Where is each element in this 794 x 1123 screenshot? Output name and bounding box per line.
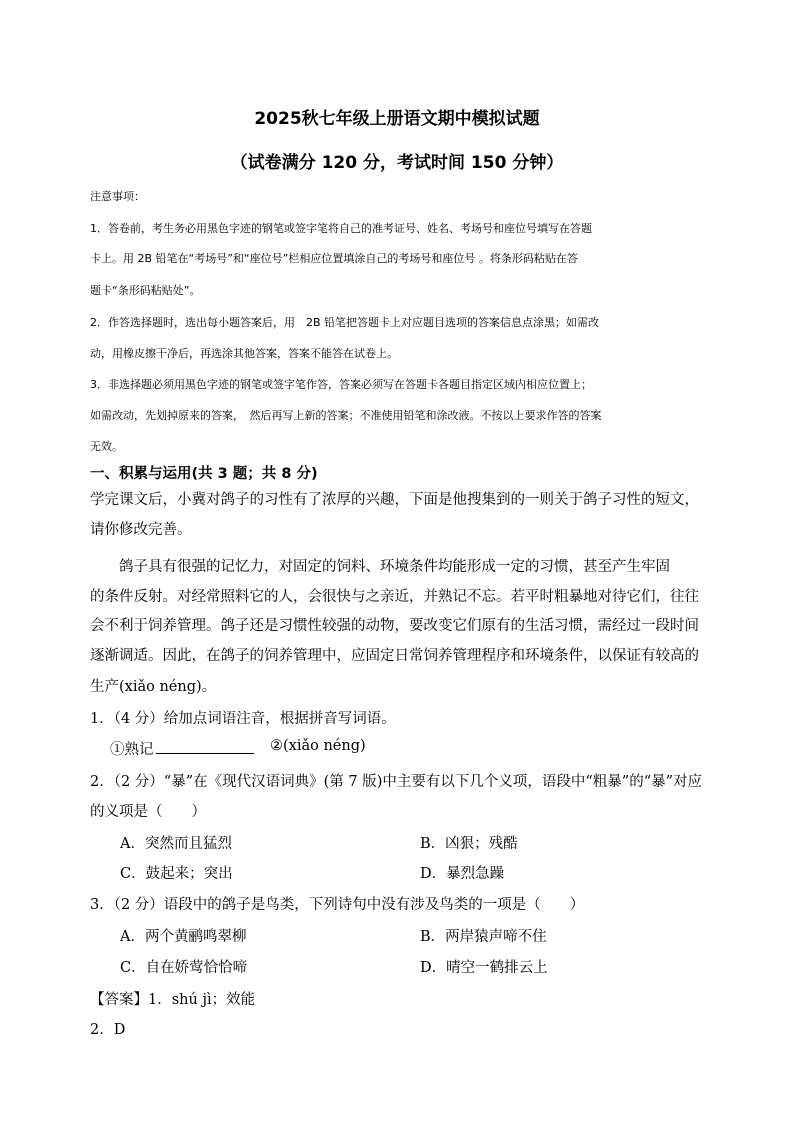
notes-heading: 注意事项： xyxy=(90,190,145,203)
passage-line: 的条件反射。对经常照料它的人，会很快与之亲近，并熟记不忘。若平时粗暴地对待它们，往往 xyxy=(90,589,699,605)
item-label: ①熟记 xyxy=(110,742,154,758)
notes-line: 无效。 xyxy=(90,440,123,453)
question-1-item-2: ②(xiǎo néng) xyxy=(270,738,366,754)
question-2-stem: 的义项是（ ） xyxy=(90,804,206,820)
question-3-stem: 3．（2 分）语段中的鸽子是鸟类，下列诗句中没有涉及鸟类的一项是（ ） xyxy=(90,897,585,913)
notes-line: 动，用橡皮擦干净后，再选涂其他答案，答案不能答在试卷上。 xyxy=(90,347,398,360)
answer-line: 2．D xyxy=(90,1022,126,1038)
passage-line: 会不利于饲养管理。鸽子还是习惯性较强的动物，要改变它们原有的生活习惯，需经过一段时间 xyxy=(90,618,699,634)
passage-line: 逐渐调适。因此，在鸽子的饲养管理中，应固定日常饲养管理程序和环境条件，以保证有较高的 xyxy=(90,648,699,664)
notes-line: 2．作答选择题时，选出每小题答案后，用 2B 铅笔把答题卡上对应题目选项的答案信息点涂黑；如需改 xyxy=(90,316,600,329)
section-heading: 一、积累与运用(共 3 题；共 8 分) xyxy=(90,466,318,482)
answer-line: 【答案】1．shú jì；效能 xyxy=(90,992,256,1008)
question-3-option-b[interactable]: B．两岸猿声啼不住 xyxy=(420,929,547,945)
notes-line: 3．非选择题必须用黑色字迹的钢笔或签字笔作答，答案必须写在答题卡各题目指定区域内相应位置上； xyxy=(90,378,592,391)
question-2-option-b[interactable]: B．凶狠；残酷 xyxy=(420,836,518,852)
notes-line: 如需改动，先划掉原来的答案， 然后再写上新的答案；不准使用铅笔和涂改液。不按以上要求作答的答案 xyxy=(90,409,602,422)
notes-line: 1．答卷前，考生务必用黑色字迹的钢笔或签字笔将自己的准考证号、姓名、考场号和座位号填写在答题 xyxy=(90,222,592,235)
question-2-option-c[interactable]: C．鼓起来；突出 xyxy=(120,866,233,882)
question-1-item-1 xyxy=(110,738,254,759)
passage-line: 鸽子具有很强的记忆力，对固定的饲料、环境条件均能形成一定的习惯，甚至产生牢固 xyxy=(90,559,670,575)
question-2-option-a[interactable]: A．突然而且猛烈 xyxy=(120,836,232,852)
question-3-option-d[interactable]: D．晴空一鹤排云上 xyxy=(420,960,548,976)
notes-line: 题卡“条形码粘贴处”。 xyxy=(90,284,201,297)
page-title: 2025秋七年级上册语文期中模拟试题 xyxy=(254,109,540,129)
answer-blank[interactable] xyxy=(156,739,254,754)
question-2-stem: 2．（2 分）“暴”在《现代汉语词典》(第 7 版)中主要有以下几个义项，语段中“粗暴”的“暴”对应 xyxy=(90,774,703,790)
page-subtitle: （试卷满分 120 分，考试时间 150 分钟） xyxy=(230,153,564,173)
intro-line: 请你修改完善。 xyxy=(90,522,192,538)
intro-line: 学完课文后，小冀对鸽子的习性有了浓厚的兴趣，下面是他搜集到的一则关于鸽子习性的短文， xyxy=(90,492,699,508)
question-2-option-d[interactable]: D．暴烈急躁 xyxy=(420,866,505,882)
notes-line: 卡上。用 2B 铅笔在“考场号”和“座位号”栏相应位置填涂自己的考场号和座位号 。将条形码粘贴在答 xyxy=(90,252,578,265)
question-3-option-c[interactable]: C．自在娇莺恰恰啼 xyxy=(120,960,248,976)
question-3-option-a[interactable]: A．两个黄鹂鸣翠柳 xyxy=(120,929,247,945)
passage-line: 生产(xiǎo néng)。 xyxy=(90,679,217,695)
question-1-stem: 1．（4 分）给加点词语注音，根据拼音写词语。 xyxy=(90,711,396,727)
